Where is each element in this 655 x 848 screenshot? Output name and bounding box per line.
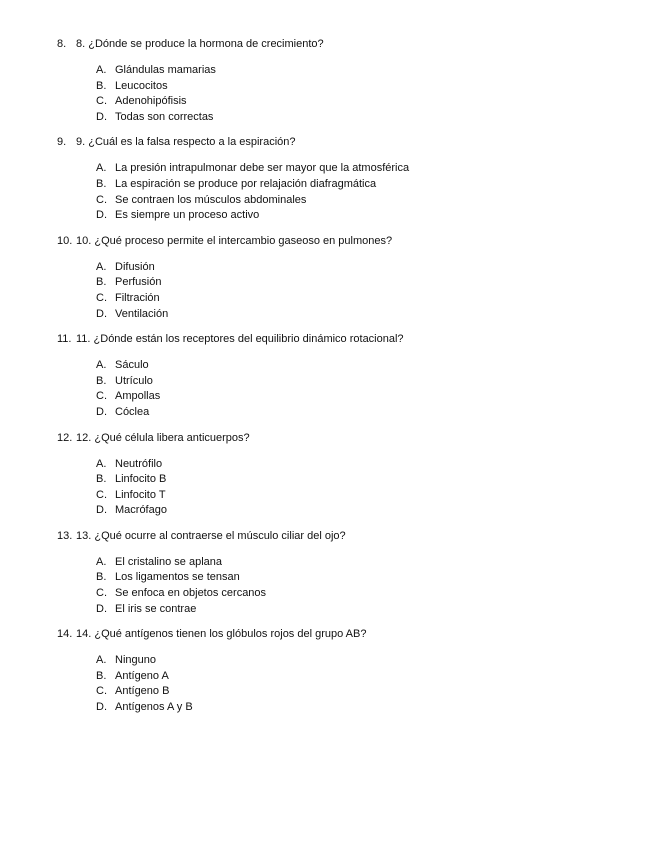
option-text: El cristalino se aplana (115, 555, 223, 568)
option-item (96, 570, 617, 586)
option-list (96, 653, 617, 715)
option-item (96, 260, 617, 276)
option-letter: A. (96, 654, 107, 667)
question-number: 8. (57, 38, 67, 50)
option-item (96, 110, 617, 126)
option-letter: B. (96, 276, 107, 289)
option-item (96, 472, 617, 488)
option-text: Utrículo (115, 374, 153, 387)
option-item (96, 79, 617, 95)
question-line (57, 626, 617, 642)
question-number: 12. (57, 431, 73, 444)
option-list (96, 358, 617, 420)
option-item (96, 94, 617, 110)
option-text: Cóclea (115, 405, 150, 418)
question-text: 9. ¿Cuál es la falsa respecto a la espiración? (76, 136, 296, 149)
question-line (57, 528, 617, 544)
option-text: Glándulas mamarias (115, 64, 216, 76)
option-letter: C. (96, 95, 107, 108)
option-item (96, 586, 617, 602)
option-item (96, 555, 617, 571)
question-item (57, 626, 617, 715)
option-list (96, 161, 617, 223)
option-letter: A. (96, 260, 107, 273)
question-item (57, 233, 617, 322)
option-text: Antígeno A (115, 669, 169, 682)
option-letter: C. (96, 587, 107, 600)
option-text: Antígeno B (115, 685, 170, 698)
question-text: 12. ¿Qué célula libera anticuerpos? (76, 431, 250, 444)
question-item (57, 331, 617, 420)
option-item (96, 488, 617, 504)
question-line (57, 331, 617, 347)
option-item (96, 457, 617, 473)
option-text: Linfocito B (115, 473, 167, 486)
question-line (57, 134, 617, 150)
option-item (96, 275, 617, 291)
option-text: Ninguno (115, 654, 156, 667)
option-letter: B. (96, 669, 107, 682)
question-text: 10. ¿Qué proceso permite el intercambio gaseoso en pulmones? (76, 234, 393, 247)
question-line (57, 36, 617, 52)
question-text: 13. ¿Qué ocurre al contraerse el músculo ciliar del ojo? (76, 529, 346, 542)
option-text: Macrófago (115, 504, 167, 517)
question-number: 9. (57, 136, 67, 149)
question-item (57, 430, 617, 519)
option-list (96, 63, 617, 125)
question-list (57, 36, 617, 725)
option-item (96, 208, 617, 224)
option-text: Sáculo (115, 359, 149, 372)
option-letter: D. (96, 110, 107, 123)
option-letter: C. (96, 488, 107, 501)
option-item (96, 684, 617, 700)
option-text: Ampollas (115, 390, 161, 403)
option-letter: B. (96, 473, 107, 486)
question-item (57, 134, 617, 223)
option-item (96, 193, 617, 209)
option-item (96, 405, 617, 421)
option-item (96, 653, 617, 669)
option-letter: A. (96, 457, 107, 470)
option-letter: B. (96, 374, 107, 387)
option-text: Neutrófilo (115, 457, 163, 470)
option-letter: C. (96, 291, 107, 304)
question-text: 14. ¿Qué antígenos tienen los glóbulos rojos del grupo AB? (76, 628, 367, 641)
option-item (96, 307, 617, 323)
option-item (96, 63, 617, 79)
option-item (96, 177, 617, 193)
option-text: Se contraen los músculos abdominales (115, 193, 307, 206)
question-text: 11. ¿Dónde están los receptores del equilibrio dinámico rotacional? (76, 333, 404, 346)
question-number: 13. (57, 529, 73, 542)
option-item (96, 161, 617, 177)
option-text: Linfocito T (115, 488, 166, 501)
question-line (57, 233, 617, 249)
option-item (96, 389, 617, 405)
option-item (96, 358, 617, 374)
option-letter: D. (96, 701, 107, 714)
option-letter: C. (96, 193, 107, 206)
question-number: 11. (57, 333, 72, 346)
option-list (96, 457, 617, 519)
option-letter: A. (96, 555, 107, 568)
option-letter: B. (96, 177, 107, 190)
option-text: Ventilación (115, 307, 169, 320)
option-letter: A. (96, 162, 107, 175)
option-list (96, 260, 617, 322)
option-text: El iris se contrae (115, 602, 197, 615)
option-letter: D. (96, 307, 107, 320)
option-text: Antígenos A y B (115, 701, 193, 714)
option-letter: D. (96, 602, 107, 615)
option-text: Perfusión (115, 276, 162, 289)
option-letter: D. (96, 405, 107, 418)
option-letter: B. (96, 571, 107, 584)
option-item (96, 503, 617, 519)
option-letter: A. (96, 64, 107, 76)
option-text: Es siempre un proceso activo (115, 209, 260, 222)
option-item (96, 291, 617, 307)
option-text: Leucocitos (115, 79, 168, 92)
option-text: La presión intrapulmonar debe ser mayor que la atmosférica (115, 162, 410, 175)
option-text: Adenohipófisis (115, 95, 187, 108)
option-text: Los ligamentos se tensan (115, 571, 240, 584)
option-letter: D. (96, 504, 107, 517)
option-item (96, 602, 617, 618)
option-item (96, 700, 617, 716)
option-text: Difusión (115, 260, 155, 273)
option-text: La espiración se produce por relajación diafragmática (115, 177, 377, 190)
option-list (96, 555, 617, 617)
question-line (57, 430, 617, 446)
question-text: 8. ¿Dónde se produce la hormona de crecimiento? (76, 38, 324, 50)
option-item (96, 374, 617, 390)
question-number: 14. (57, 628, 73, 641)
option-item (96, 669, 617, 685)
option-letter: D. (96, 209, 107, 222)
option-letter: C. (96, 685, 107, 698)
option-letter: A. (96, 359, 107, 372)
option-text: Todas son correctas (115, 110, 214, 123)
option-letter: B. (96, 79, 107, 92)
question-number: 10. (57, 234, 73, 247)
option-letter: C. (96, 390, 107, 403)
question-item (57, 36, 617, 125)
question-item (57, 528, 617, 617)
option-text: Se enfoca en objetos cercanos (115, 587, 267, 600)
option-text: Filtración (115, 291, 160, 304)
